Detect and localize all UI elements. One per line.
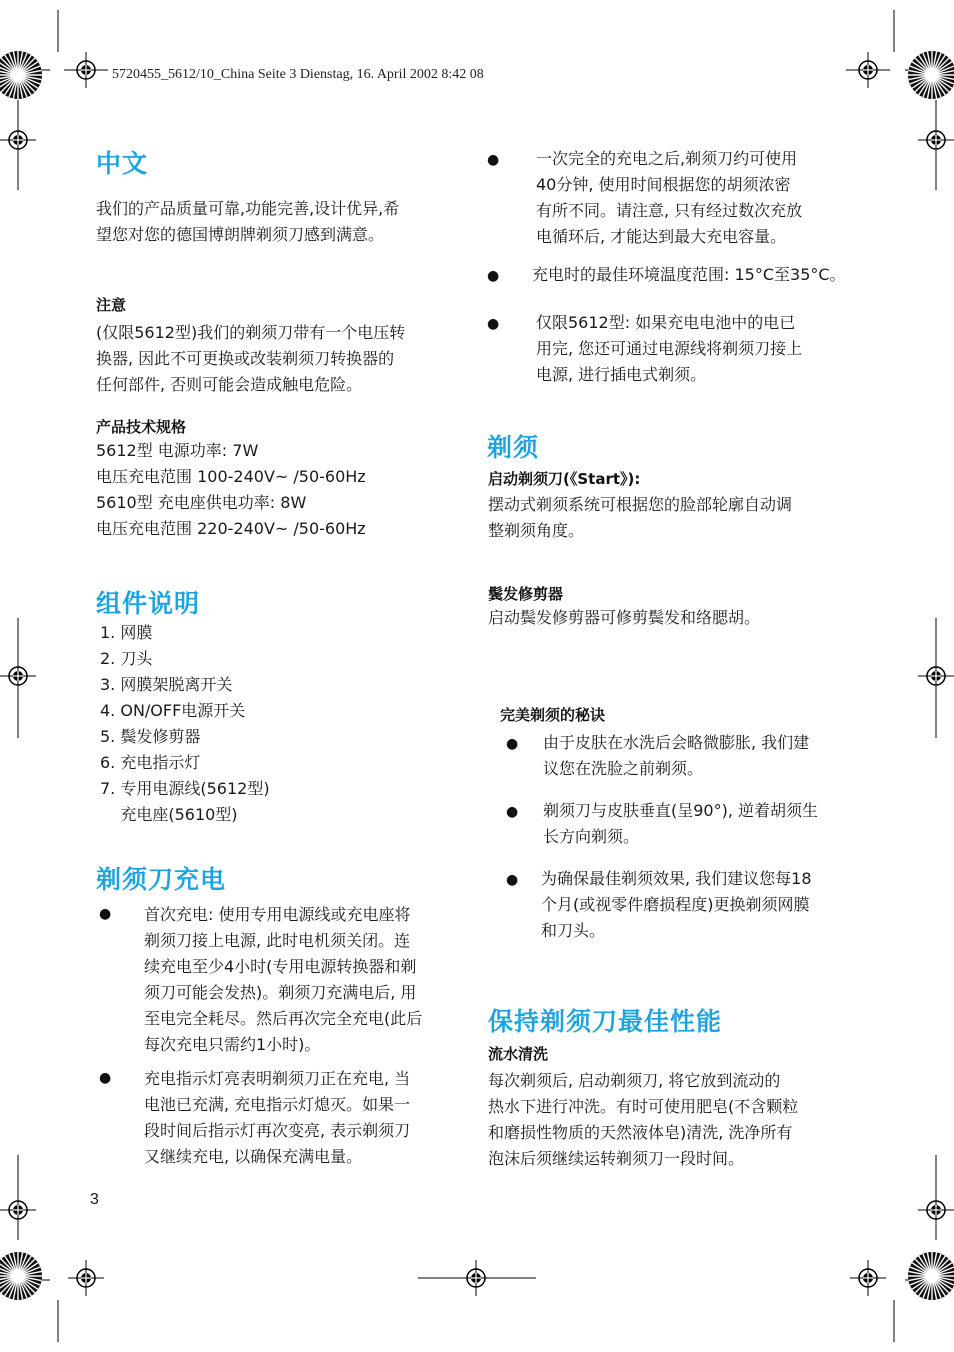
text-line: 须刀可能会发热)。剃须刀充满电后, 用 <box>144 983 417 1002</box>
section-title-shaving: 剃须 <box>487 433 540 462</box>
registration-mark-icon <box>918 122 954 158</box>
start-paragraph <box>488 492 792 544</box>
bullet-dot-icon: ● <box>487 268 500 284</box>
registration-mark-icon <box>458 1260 494 1296</box>
starburst-target-icon <box>908 51 954 99</box>
list-item: 2. 刀头 <box>100 649 153 668</box>
text-line: (仅限5612型)我们的剃须刀带有一个电压转 <box>96 323 406 342</box>
start-heading: 启动剃须刀(《Start》): <box>488 470 641 488</box>
spec-line: 电压充电范围 220-240V~ /50-60Hz <box>96 519 366 538</box>
parts-list <box>100 620 270 828</box>
text-line: 任何部件, 否则可能会造成触电危险。 <box>96 375 363 394</box>
trimmer-text: 启动鬓发修剪器可修剪鬓发和络腮胡。 <box>488 608 761 627</box>
registration-mark-icon <box>0 1192 36 1228</box>
section-title-maintenance: 保持剃须刀最佳性能 <box>488 1007 723 1036</box>
text-line: 电源, 进行插电式剃须。 <box>536 365 707 384</box>
tip-paragraph <box>541 866 812 944</box>
text-line: 40分钟, 使用时间根据您的胡须浓密 <box>536 175 791 194</box>
text-line: 续充电至少4小时(专用电源转换器和剃 <box>144 957 417 976</box>
starburst-target-icon <box>0 51 42 99</box>
spec-line: 5610型 充电座供电功率: 8W <box>96 493 307 512</box>
section-title-chinese: 中文 <box>96 149 149 178</box>
text-line: 望您对您的德国博朗牌剃须刀感到满意。 <box>96 225 385 244</box>
section-title-charging: 剃须刀充电 <box>96 865 227 894</box>
registration-mark-icon <box>68 52 104 88</box>
tip-paragraph <box>543 730 809 782</box>
spec-line: 电压充电范围 100-240V~ /50-60Hz <box>96 467 366 486</box>
text-line: 仅限5612型: 如果充电电池中的电已 <box>536 313 796 332</box>
text-line: 摆动式剃须系统可根据您的脸部轮廓自动调 <box>488 495 793 514</box>
text-line: 一次完全的充电之后,剃须刀约可使用 <box>536 149 798 168</box>
registration-mark-icon <box>0 122 36 158</box>
trimmer-heading: 鬓发修剪器 <box>488 585 564 603</box>
mains-operation-paragraph <box>536 310 802 388</box>
text-line: 剃须刀与皮肤垂直(呈90°), 逆着胡须生 <box>543 801 819 820</box>
rinse-paragraph <box>488 1068 798 1172</box>
text-line: 至电完全耗尽。然后再次完全充电(此后 <box>144 1009 423 1028</box>
print-header: 5720455_5612/10_China Seite 3 Dienstag, 16. April 2002 8:42 08 <box>112 67 484 82</box>
text-line: 由于皮肤在水洗后会略微膨胀, 我们建 <box>543 733 810 752</box>
text-line: 首次充电: 使用专用电源线或充电座将 <box>144 905 411 924</box>
list-item: 5. 鬓发修剪器 <box>100 727 201 746</box>
text-line: 电池已充满, 充电指示灯熄灭。如果一 <box>144 1095 411 1114</box>
text-line: 议您在洗脸之前剃须。 <box>543 759 704 778</box>
text-line: 又继续充电, 以确保充满电量。 <box>144 1147 363 1166</box>
bullet-dot-icon: ● <box>99 1070 112 1086</box>
text-line: 换器, 因此不可更换或改装剃须刀转换器的 <box>96 349 395 368</box>
intro-paragraph <box>96 196 399 248</box>
text-line: 和磨损性物质的天然液体皂)清洗, 洗净所有 <box>488 1123 793 1142</box>
list-item: 6. 充电指示灯 <box>100 753 201 772</box>
starburst-target-icon <box>0 1252 42 1300</box>
charging-first-paragraph <box>144 902 422 1058</box>
text-line: 泡沫后须继续运转剃须刀一段时间。 <box>488 1149 745 1168</box>
text-line: 热水下进行冲洗。有时可使用肥皂(不含颗粒 <box>488 1097 799 1116</box>
registration-mark-icon <box>850 52 886 88</box>
text-line: 每次充电只需约1小时)。 <box>144 1035 321 1054</box>
list-item: 充电座(5610型) <box>100 805 238 824</box>
registration-mark-icon <box>918 1192 954 1228</box>
text-line: 剃须刀接上电源, 此时电机须关闭。连 <box>144 931 411 950</box>
list-item: 4. ON/OFF电源开关 <box>100 701 246 720</box>
bullet-dot-icon: ● <box>506 736 519 752</box>
runtime-paragraph <box>536 146 802 250</box>
page-number: 3 <box>90 1191 99 1208</box>
text-line: 充电指示灯亮表明剃须刀正在充电, 当 <box>144 1069 411 1088</box>
text-line: 为确保最佳剃须效果, 我们建议您每18 <box>541 869 812 888</box>
bullet-dot-icon: ● <box>506 804 519 820</box>
notice-heading: 注意 <box>96 296 127 314</box>
tips-heading: 完美剃须的秘诀 <box>500 706 606 724</box>
temperature-line: 充电时的最佳环境温度范围: 15°C至35°C。 <box>532 265 846 284</box>
starburst-target-icon <box>908 1252 954 1300</box>
bullet-dot-icon: ● <box>99 906 112 922</box>
bullet-dot-icon: ● <box>487 316 500 332</box>
section-title-parts: 组件说明 <box>96 589 201 618</box>
registration-mark-icon <box>0 658 36 694</box>
registration-mark-icon <box>850 1260 886 1296</box>
text-line: 我们的产品质量可靠,功能完善,设计优异,希 <box>96 199 400 218</box>
tip-paragraph <box>543 798 818 850</box>
text-line: 有所不同。请注意, 只有经过数次充放 <box>536 201 803 220</box>
text-line: 个月(或视零件磨损程度)更换剃须网膜 <box>541 895 810 914</box>
list-item: 1. 网膜 <box>100 623 153 642</box>
registration-mark-icon <box>918 658 954 694</box>
text-line: 每次剃须后, 启动剃须刀, 将它放到流动的 <box>488 1071 781 1090</box>
registration-mark-icon <box>68 1260 104 1296</box>
text-line: 电循环后, 才能达到最大充电容量。 <box>536 227 787 246</box>
text-line: 用完, 您还可通过电源线将剃须刀接上 <box>536 339 803 358</box>
bullet-dot-icon: ● <box>487 152 500 168</box>
text-line: 和刀头。 <box>541 921 606 940</box>
rinse-heading: 流水清洗 <box>488 1045 549 1063</box>
list-item: 3. 网膜架脱离开关 <box>100 675 233 694</box>
charging-indicator-paragraph <box>144 1066 410 1170</box>
bullet-dot-icon: ● <box>506 872 519 888</box>
notice-paragraph <box>96 320 405 398</box>
text-line: 段时间后指示灯再次变亮, 表示剃须刀 <box>144 1121 411 1140</box>
list-item: 7. 专用电源线(5612型) <box>100 779 270 798</box>
text-line: 长方向剃须。 <box>543 827 640 846</box>
spec-heading: 产品技术规格 <box>96 418 187 436</box>
spec-line: 5612型 电源功率: 7W <box>96 441 259 460</box>
spec-list <box>96 438 366 542</box>
text-line: 整剃须角度。 <box>488 521 585 540</box>
